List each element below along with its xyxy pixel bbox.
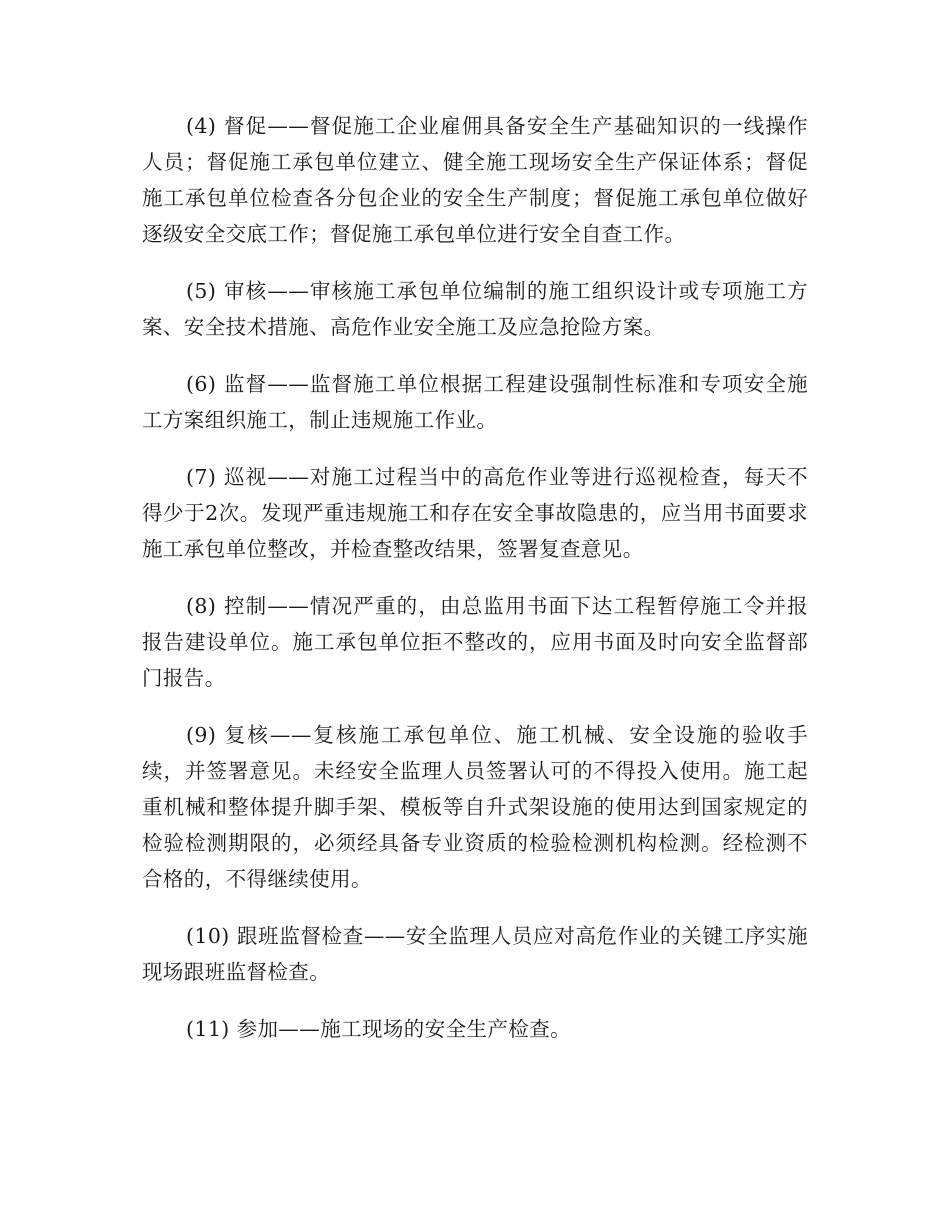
paragraph-item-11: (11) 参加——施工现场的安全生产检查。 <box>186 1017 571 1041</box>
paragraph-item-4: (4) 督促——督促施工企业雇佣具备安全生产基础知识的一线操作人员；督促施工承包单位建立、健全施工现场安全生产保证体系；督促施工承包单位检查各分包企业的安全生产制度；督促施工承包单位做好逐级安全交底工作；督促施工承包单位进行安全自查工作。 <box>142 114 808 246</box>
paragraph-item-9: (9) 复核——复核施工承包单位、施工机械、安全设施的验收手续，并签署意见。未经安全监理人员签署认可的不得投入使用。施工起重机械和整体提升脚手架、模板等自升式架设施的使用达到国家规定的检验检测期限的，必须经具备专业资质的检验检测机构检测。经检测不合格的，不得继续使用。 <box>142 723 808 891</box>
paragraph-item-7: (7) 巡视——对施工过程当中的高危作业等进行巡视检查，每天不得少于2次。发现严重违规施工和存在安全事故隐患的，应当用书面要求施工承包单位整改，并检查整改结果，签署复查意见。 <box>142 465 808 561</box>
paragraph-item-8: (8) 控制——情况严重的，由总监用书面下达工程暂停施工令并报报告建设单位。施工承包单位拒不整改的，应用书面及时向安全监督部门报告。 <box>142 594 808 690</box>
document-body <box>142 108 808 1068</box>
paragraph-item-6: (6) 监督——监督施工单位根据工程建设强制性标准和专项安全施工方案组织施工，制止违规施工作业。 <box>142 372 808 432</box>
paragraph-item-10: (10) 跟班监督检查——安全监理人员应对高危作业的关键工序实施现场跟班监督检查。 <box>142 924 808 984</box>
paragraph-item-5: (5) 审核——审核施工承包单位编制的施工组织设计或专项施工方案、安全技术措施、高危作业安全施工及应急抢险方案。 <box>142 279 808 339</box>
